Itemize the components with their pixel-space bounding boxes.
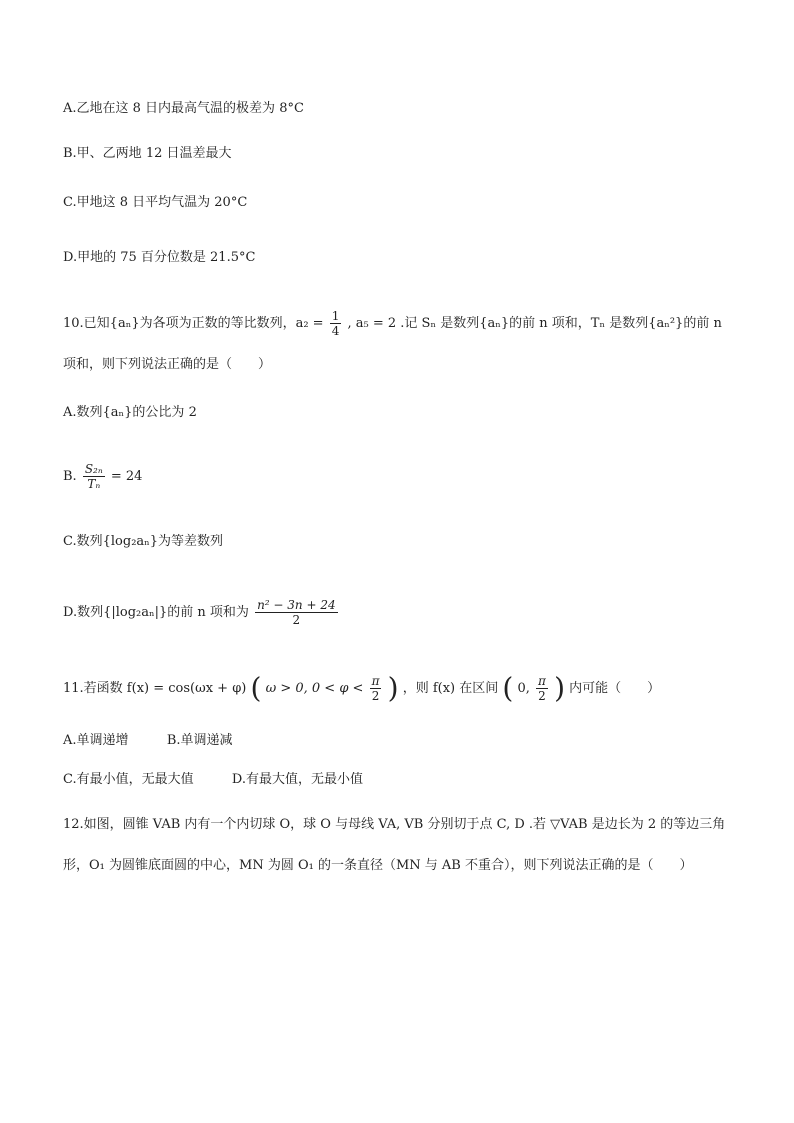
q11-interval-two: 2 [538, 689, 546, 703]
q9-option-c: C.甲地这 8 日平均气温为 20°C [63, 195, 248, 210]
q11-option-c: C.有最小值，无最大值 [63, 772, 194, 787]
q12-stem-line1: 12.如图，圆锥 VAB 内有一个内切球 O，球 O 与母线 VA, VB 分别切于点 C, D .若 ▽VAB 是边长为 2 的等边三角 [63, 817, 726, 832]
q10-option-d-numerator: n² − 3n + 24 [257, 598, 336, 612]
q10-option-d-fraction [255, 598, 338, 627]
q10-option-b-label: B. [63, 469, 77, 484]
q11-two: 2 [371, 689, 380, 703]
q11-interval-open: ( [502, 671, 514, 705]
q11-paren-close: ) [387, 671, 399, 705]
q11-interval-fraction [536, 674, 548, 703]
q12-stem-line2: 形，O₁ 为圆锥底面圆的中心，MN 为圆 O₁ 的一条直径（MN 与 AB 不重合），则下列说法正确的是（ ） [63, 858, 693, 873]
q11-options-row2 [63, 770, 363, 790]
q10-option-b-value: = 24 [110, 469, 143, 484]
q10-option-b-denominator: Tₙ [87, 477, 101, 491]
q10-fraction-numerator: 1 [331, 309, 340, 323]
q11-option-d: D.有最大值，无最小值 [231, 772, 363, 787]
q11-stem-part1: 11.若函数 f(x) = cos(ωx + φ) [63, 681, 247, 696]
q11-interval-close: ) [554, 671, 565, 705]
q11-stem-part2: ，则 f(x) 在区间 [402, 681, 499, 696]
q10-option-b-fraction [83, 462, 105, 491]
q10-stem-line1 [63, 309, 722, 338]
q10-stem-line2: 项和，则下列说法正确的是（ ） [63, 357, 272, 372]
q11-pi: π [371, 674, 380, 688]
q10-option-b-numerator: S₂ₙ [84, 462, 103, 476]
q11-options-row1 [63, 731, 233, 751]
q9-option-a: A.乙地在这 8 日内最高气温的极差为 8°C [63, 101, 304, 116]
q9-option-d: D.甲地的 75 百分位数是 21.5°C [63, 250, 256, 265]
q11-stem-part3: 内可能（ ） [569, 681, 661, 696]
q10-stem-part1: 10.已知{aₙ}为各项为正数的等比数列，a₂ = [63, 316, 324, 331]
q9-option-b: B.甲、乙两地 12 日温差最大 [63, 146, 232, 161]
q10-option-a: A.数列{aₙ}的公比为 2 [63, 405, 197, 420]
q11-condition-fraction [370, 674, 382, 703]
q10-stem-part2: , a₅ = 2 .记 Sₙ 是数列{aₙ}的前 n 项和，Tₙ 是数列{aₙ²}的前 n [347, 316, 722, 331]
q11-option-a: A.单调递增 [63, 733, 129, 748]
q11-interval-start: 0, [517, 681, 530, 696]
q11-condition: ω > 0, 0 < φ < [265, 681, 364, 696]
q10-option-d-denominator: 2 [292, 613, 301, 627]
q10-fraction-denominator: 4 [331, 324, 340, 338]
q11-interval-pi: π [538, 674, 546, 688]
q10-option-d [63, 598, 340, 627]
q10-fraction [330, 309, 342, 338]
q11-paren-open: ( [250, 671, 262, 705]
q10-option-d-text: D.数列{|log₂aₙ|}的前 n 项和为 [63, 605, 249, 620]
q10-option-c: C.数列{log₂aₙ}为等差数列 [63, 534, 224, 549]
q10-option-b [63, 462, 142, 491]
q11-stem [63, 671, 661, 705]
q11-option-b: B.单调递减 [166, 733, 233, 748]
